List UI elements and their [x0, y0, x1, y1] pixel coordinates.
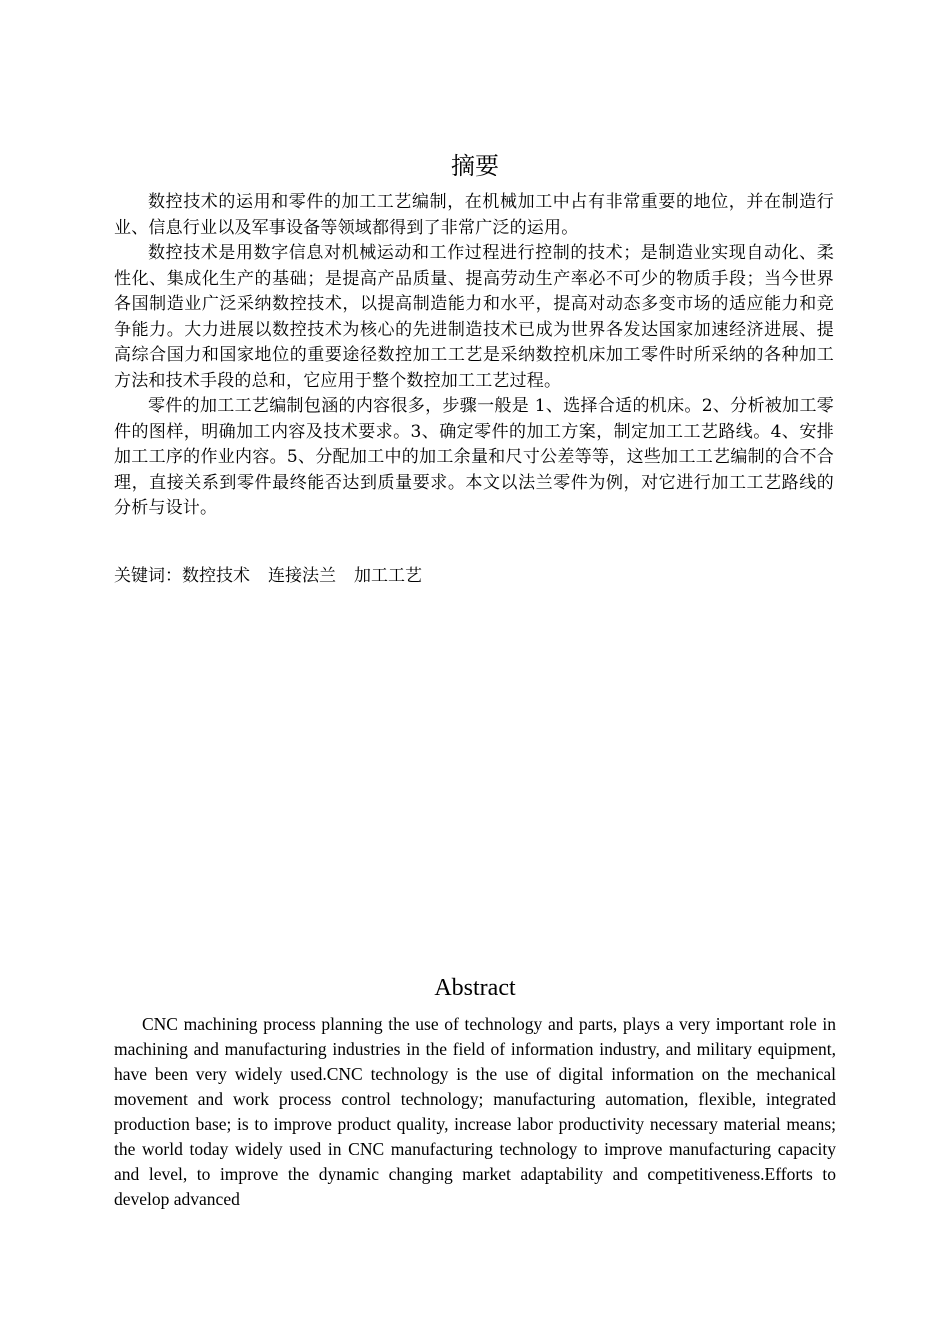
english-abstract-paragraph: CNC machining process planning the use of technology and parts, plays a very important role in machining and manufacturing industries in the field of information industry, and military equipment, have been very widely used.CNC technology is the use of digital information on the mechanical movement and work process control technology; manufacturing automation, flexible, integrated production base; is to improve product quality, increase labor productivity necessary material means; the world today widely used in CNC manufacturing technology to improve manufacturing capacity and level, to improve the dynamic changing market adaptability and competitiveness.Efforts to develop advanced: [114, 1014, 836, 1209]
chinese-abstract-paragraph-1: 数控技术的运用和零件的加工工艺编制，在机械加工中占有非常重要的地位，并在制造行业、信息行业以及军事设备等领域都得到了非常广泛的运用。: [114, 192, 834, 238]
chinese-abstract-body: [114, 190, 834, 522]
english-abstract-title: Abstract: [434, 975, 516, 1001]
keyword-item: 加工工艺: [354, 566, 422, 586]
english-abstract-body: [114, 1012, 836, 1212]
keyword-item: 连接法兰: [268, 566, 336, 586]
chinese-abstract-paragraph-3: 零件的加工工艺编制包涵的内容很多，步骤一般是 1、选择合适的机床。2、分析被加工零件的图样，明确加工内容及技术要求。3、确定零件的加工方案，制定加工工艺路线。4、安排加工工序的作业内容。5、分配加工中的加工余量和尺寸公差等等，这些加工工艺编制的合不合理，直接关系到零件最终能否达到质量要求。本文以法兰零件为例，对它进行加工工艺路线的分析与设计。: [114, 396, 834, 518]
keywords-label: 关键词：: [114, 566, 182, 586]
chinese-abstract-paragraph-2: 数控技术是用数字信息对机械运动和工作过程进行控制的技术；是制造业实现自动化、柔性化、集成化生产的基础；是提高产品质量、提高劳动生产率必不可少的物质手段；当今世界各国制造业广泛采纳数控技术，以提高制造能力和水平，提高对动态多变市场的适应能力和竞争能力。大力进展以数控技术为核心的先进制造技术已成为世界各发达国家加速经济进展、提高综合国力和国家地位的重要途径数控加工工艺是采纳数控机床加工零件时所采纳的各种加工方法和技术手段的总和，它应用于整个数控加工工艺过程。: [114, 243, 834, 391]
keyword-item: 数控技术: [182, 566, 250, 586]
chinese-abstract-title: 摘要: [451, 152, 499, 180]
keywords-line: [114, 564, 834, 589]
